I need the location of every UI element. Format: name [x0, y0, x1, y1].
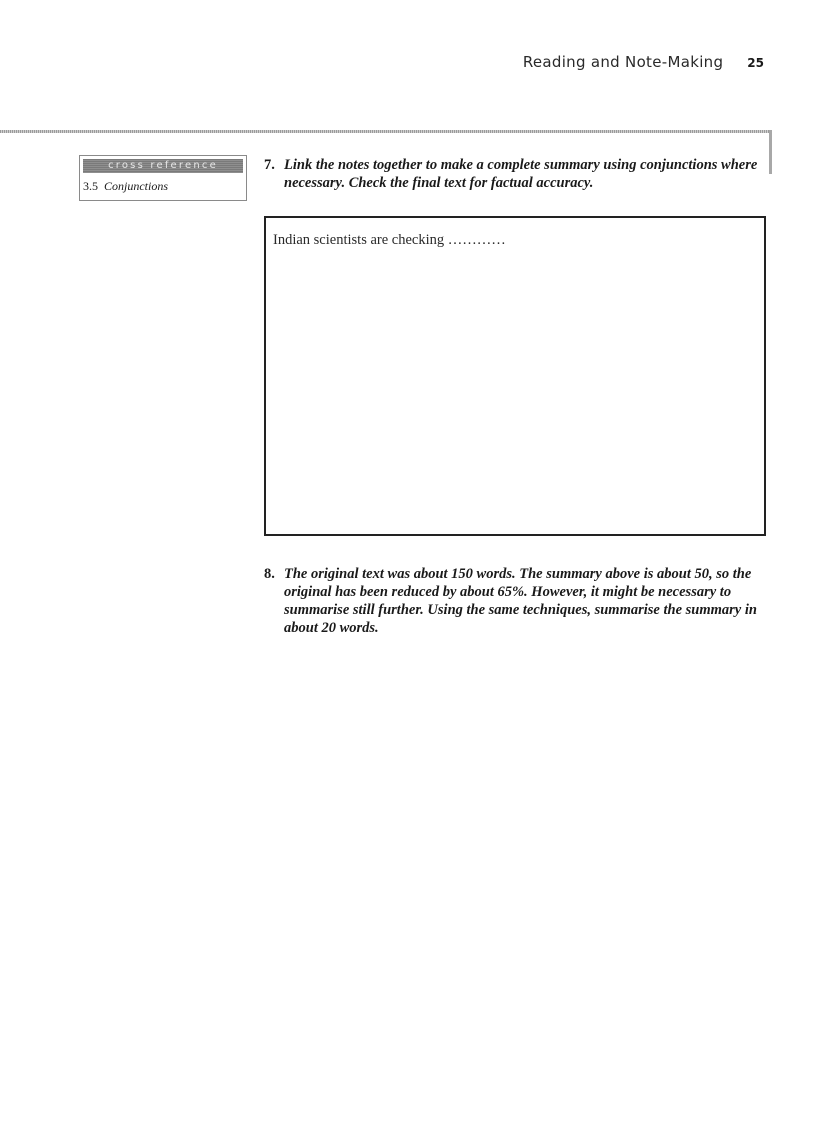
question-7 [264, 156, 764, 192]
question-number: 8. [264, 566, 275, 582]
question-text: The original text was about 150 words. The summary above is about 50, so the original has been reduced by about 65%. However, it might be necessary to summarise still further. Using the same techniques, summarise the summary in about 20 words. [284, 566, 757, 636]
page-number: 25 [747, 56, 764, 70]
cross-reference-entry[interactable] [83, 179, 246, 194]
running-header [523, 53, 764, 71]
question-number: 7. [264, 157, 275, 173]
question-text: Link the notes together to make a complete summary using conjunctions where necessary. Check the final text for factual accuracy. [284, 157, 758, 191]
right-divider-rule [769, 130, 772, 174]
question-8 [264, 565, 764, 637]
cross-reference-number: 3.5 [83, 179, 98, 193]
answer-starter-text: Indian scientists are checking ………… [273, 232, 506, 248]
top-divider-rule [0, 130, 771, 133]
summary-answer-box[interactable] [264, 216, 766, 536]
cross-reference-box [79, 155, 247, 201]
cross-reference-label: Conjunctions [104, 179, 169, 193]
running-title: Reading and Note-Making [522, 53, 724, 71]
cross-reference-heading: cross reference [83, 159, 243, 173]
